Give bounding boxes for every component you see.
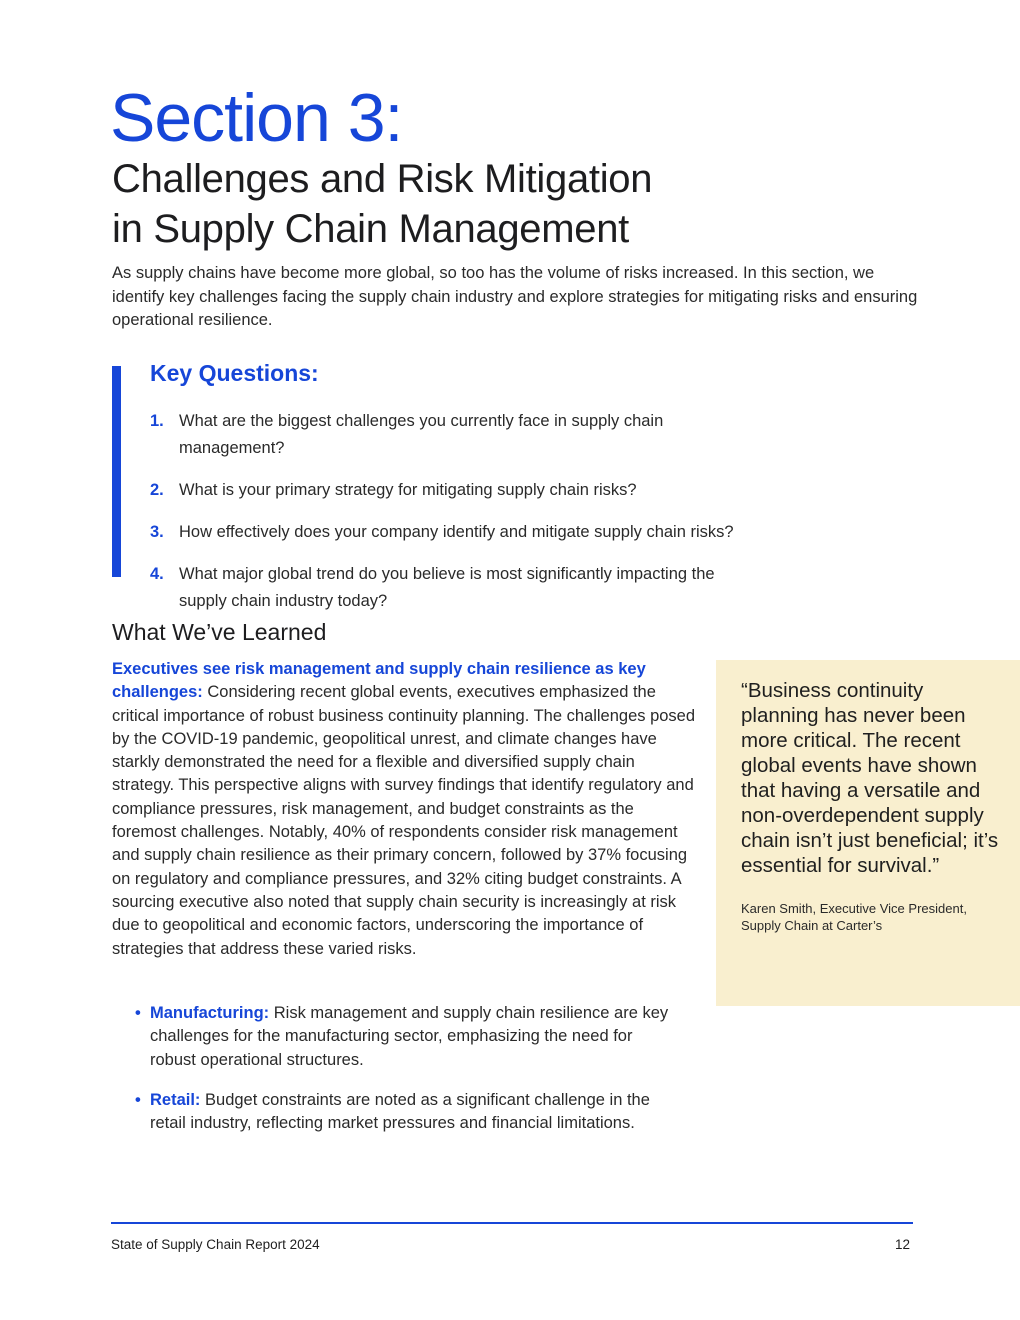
bullet-text: Budget constraints are noted as a significant challenge in the retail industry, reflecting market pressures and financial limitations. xyxy=(150,1090,650,1133)
question-text: What are the biggest challenges you currently face in supply chain management? xyxy=(179,412,664,457)
question-text: How effectively does your company identify and mitigate supply chain risks? xyxy=(179,523,734,541)
question-text: What major global trend do you believe is most significantly impacting the supply chain industry today? xyxy=(179,565,715,610)
question-number: 3. xyxy=(150,523,164,541)
page-title-line-2: in Supply Chain Management xyxy=(112,207,629,251)
learned-highlight: Executives see risk management and supply chain resilience as key challenges: xyxy=(112,660,646,702)
pull-quote-attribution: Karen Smith, Executive Vice President, Supply Chain at Carter’s xyxy=(741,901,967,933)
bullet-icon: • xyxy=(135,1090,141,1109)
page-title-line-1: Challenges and Risk Mitigation xyxy=(112,157,653,201)
key-questions-accent-bar xyxy=(112,366,121,577)
learned-body-text: Considering recent global events, executives emphasized the critical importance of robust business continuity planning. The challenges posed by the COVID-19 pandemic, geopolitical unrest, and climate changes have starkly demonstrated the need for a flexible and diversified supply chain strategy. This perspective aligns with survey findings that identify regulatory and compliance pressures, risk management, and budget constraints as the foremost challenges. Notably, 40% of respondents consider risk management and supply chain resilience as their primary concern, followed by 37% focusing on regulatory and compliance pressures, and 32% citing budget constraints. A sourcing executive also noted that supply chain security is increasingly at risk due to geopolitical and economic factors, underscoring the importance of strategies that address these varied risks. xyxy=(112,683,696,958)
sector-bullet-list xyxy=(135,1002,680,1152)
footer-divider xyxy=(111,1222,913,1224)
bullet-label: Retail: xyxy=(150,1090,201,1109)
section-number: Section 3: xyxy=(110,80,403,156)
pull-quote-text: “Business continuity planning has never been more critical. The recent global events have shown that having a versatile and non-overdependent supply chain isn’t just beneficial; it’s essential for survival.” xyxy=(741,679,999,877)
bullet-text: Risk management and supply chain resilience are key challenges for the manufacturing sector, emphasizing the need for robust operational structures. xyxy=(150,1004,669,1069)
pull-quote-box xyxy=(716,660,1020,1006)
key-questions-title: Key Questions: xyxy=(150,360,319,386)
bullet-label: Manufacturing: xyxy=(150,1004,270,1022)
intro-paragraph: As supply chains have become more global, so too has the volume of risks increased. In this section, we identify key challenges facing the supply chain industry and explore strategies for mitigating risks and ensuring operational resilience. xyxy=(112,264,918,329)
footer-report-name: State of Supply Chain Report 2024 xyxy=(111,1237,320,1252)
page-number: 12 xyxy=(894,1237,910,1252)
bullet-icon: • xyxy=(135,1004,141,1022)
key-question-item xyxy=(150,561,850,615)
key-question-item xyxy=(150,519,850,546)
bullet-item-manufacturing xyxy=(135,1002,680,1072)
question-number: 1. xyxy=(150,412,164,430)
key-questions-list xyxy=(150,408,850,630)
bullet-item-retail xyxy=(135,1089,680,1136)
question-number: 4. xyxy=(150,565,164,583)
learned-paragraph xyxy=(112,658,697,961)
question-number: 2. xyxy=(150,481,164,499)
key-question-item xyxy=(150,408,850,462)
learned-heading: What We’ve Learned xyxy=(112,619,327,645)
key-question-item xyxy=(150,477,850,504)
question-text: What is your primary strategy for mitigating supply chain risks? xyxy=(179,481,637,499)
page-title xyxy=(112,154,812,254)
